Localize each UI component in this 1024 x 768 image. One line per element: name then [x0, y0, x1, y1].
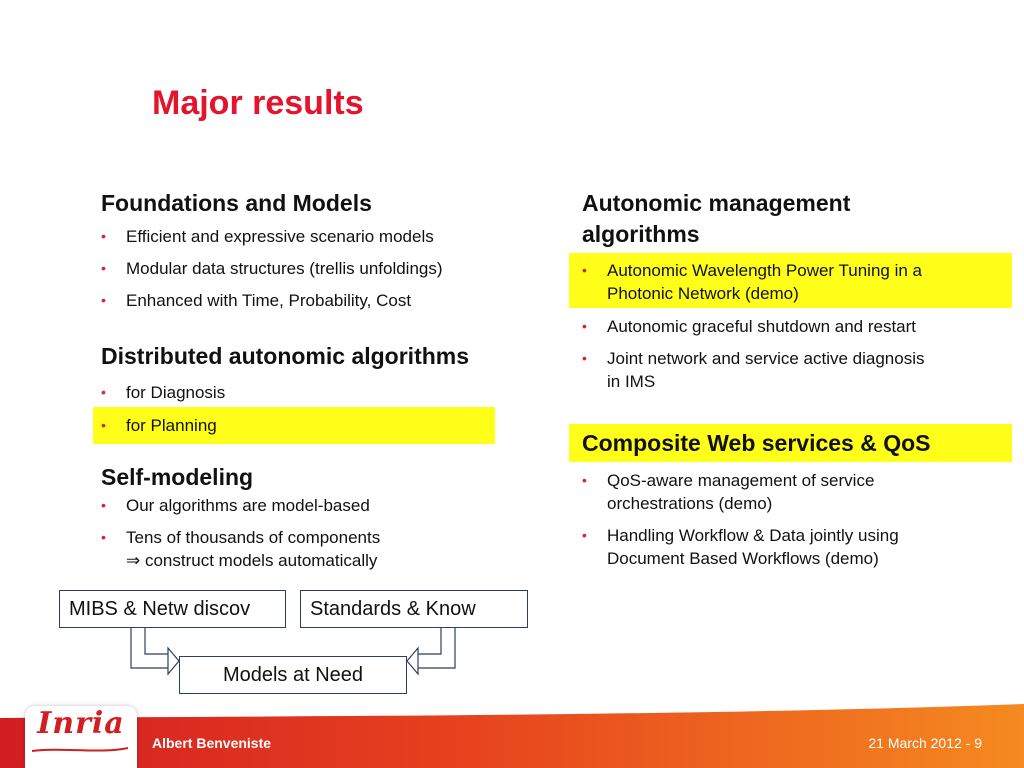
list-item: • QoS-aware management of service	[582, 471, 875, 490]
list-item: • Autonomic Wavelength Power Tuning in a	[582, 261, 922, 280]
bullet-icon: •	[582, 318, 587, 334]
distributed-heading: Distributed autonomic algorithms	[101, 343, 470, 369]
foundations-heading: Foundations and Models	[101, 190, 372, 216]
list-item: • for Diagnosis	[101, 383, 226, 402]
footer-author: Albert Benveniste	[152, 735, 272, 751]
list-item: • Modular data structures (trellis unfoldings)	[101, 258, 443, 278]
standards-box: Standards & Know	[300, 590, 528, 628]
list-item: • Efficient and expressive scenario models	[101, 226, 434, 246]
bullet-icon: •	[101, 417, 106, 433]
bullet-icon: •	[582, 262, 587, 278]
logo-swoosh-icon	[30, 745, 130, 755]
slide-title: Major results	[152, 84, 364, 122]
composite-heading: Composite Web services & QoS	[582, 430, 931, 456]
list-item: • Tens of thousands of components	[101, 528, 381, 547]
left-arrow-outer	[131, 628, 168, 668]
bullet-icon: •	[582, 527, 587, 543]
autonomic-heading-line1: Autonomic management	[582, 190, 851, 216]
list-item: • Our algorithms are model-based	[101, 496, 370, 515]
list-item: orchestrations (demo)	[607, 494, 773, 513]
list-item: • for Planning	[101, 416, 217, 435]
bullet-icon: •	[101, 497, 106, 513]
bullet-icon: •	[101, 529, 106, 545]
bullet-icon: •	[101, 259, 106, 276]
list-item: Document Based Workflows (demo)	[607, 549, 879, 568]
list-item: • Enhanced with Time, Probability, Cost	[101, 290, 412, 310]
bullet-icon: •	[101, 227, 106, 244]
autonomic-heading-line2: algorithms	[582, 221, 700, 247]
models-box: Models at Need	[179, 656, 407, 694]
mibs-box: MIBS & Netw discov	[59, 590, 286, 628]
list-item: • Handling Workflow & Data jointly using	[582, 526, 899, 545]
list-item: • Joint network and service active diagnosis	[582, 349, 925, 368]
list-item: Photonic Network (demo)	[607, 284, 799, 303]
right-arrow-inner	[418, 628, 441, 654]
right-arrow-outer	[418, 628, 455, 668]
autonomic-list-2	[582, 315, 925, 393]
bullet-icon: •	[582, 350, 587, 366]
autonomic-list-1	[582, 259, 922, 305]
bullet-icon: •	[582, 472, 587, 488]
selfmodeling-heading: Self-modeling	[101, 464, 254, 490]
composite-list	[582, 469, 899, 570]
footer-date-page: 21 March 2012 - 9	[868, 735, 982, 751]
right-arrowhead	[407, 648, 418, 674]
list-item: in IMS	[607, 372, 656, 391]
inria-logo: Inria	[37, 706, 125, 741]
left-arrowhead	[168, 648, 179, 674]
bullet-icon: •	[101, 291, 106, 308]
bullet-icon: •	[101, 384, 106, 400]
list-item: ⇒ construct models automatically	[126, 551, 378, 570]
left-arrow-inner	[145, 628, 168, 654]
list-item: • Autonomic graceful shutdown and restart	[582, 317, 917, 336]
